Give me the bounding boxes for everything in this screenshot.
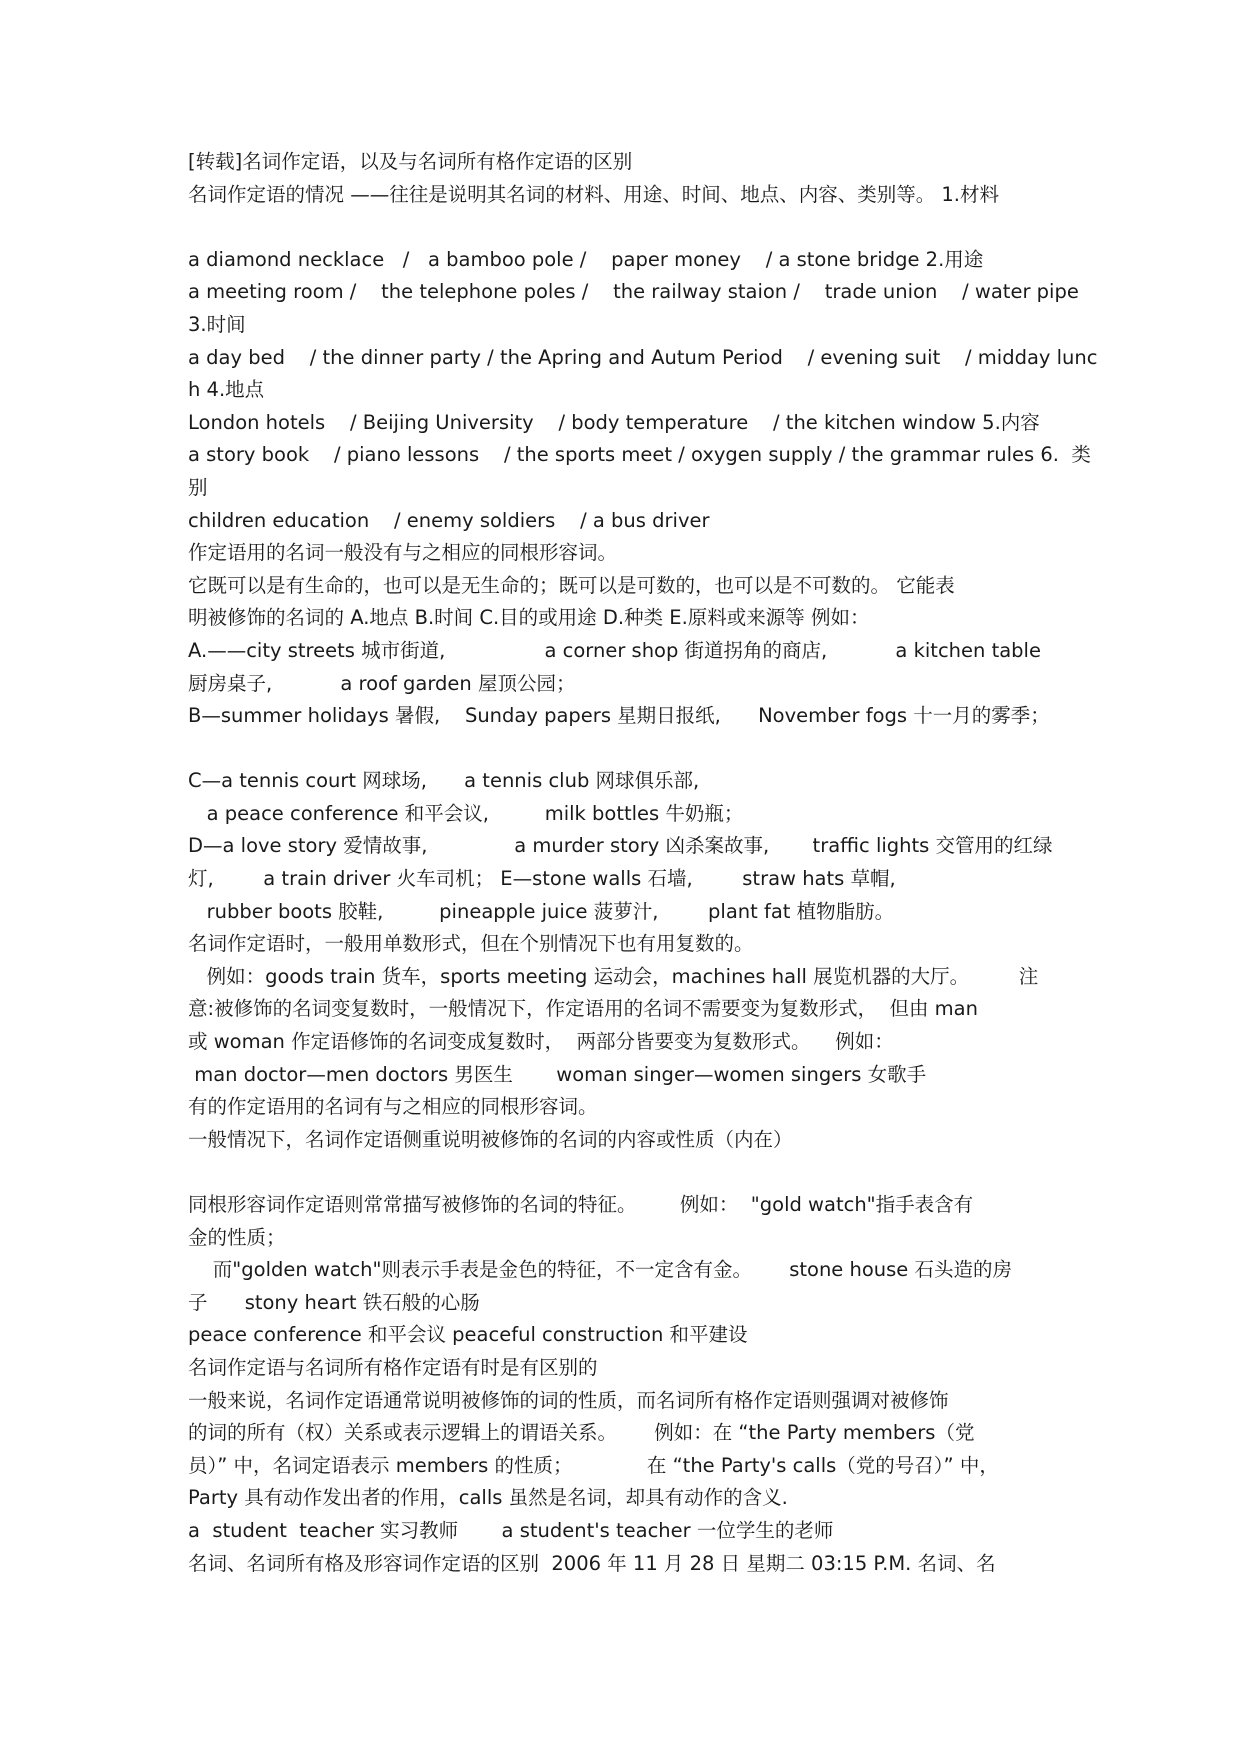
doc-line: Party 具有动作发出者的作用，calls 虽然是名词，却具有动作的含义. [188,1486,788,1510]
doc-line: 名词作定语的情况 ——往往是说明其名词的材料、用途、时间、地点、内容、类别等。 1.材料 [188,182,1000,206]
doc-line: 别 [188,475,208,499]
doc-line: rubber boots 胶鞋, pineapple juice 菠萝汁, plant fat 植物脂肪。 [188,899,895,923]
doc-line: B—summer holidays 暑假, Sunday papers 星期日报纸, November fogs 十一月的雾季； [188,704,1050,728]
doc-line: 名词、名词所有格及形容词作定语的区别 2006 年 11 月 28 日 星期二 03:15 P.M. 名词、名 [188,1551,996,1575]
doc-line: 员）” 中，名词定语表示 members 的性质； 在 “the Party's calls（党的号召）” 中， [188,1453,999,1477]
doc-line: a student teacher 实习教师 a student's teacher 一位学生的老师 [188,1518,834,1542]
doc-line: 例如：goods train 货车，sports meeting 运动会，machines hall 展览机器的大厅。 注 [188,964,1039,988]
doc-line: 它既可以是有生命的，也可以是无生命的；既可以是可数的，也可以是不可数的。 它能表 [188,573,955,597]
doc-line: London hotels / Beijing University / body temperature / the kitchen window 5.内容 [188,410,1040,434]
doc-line: h 4.地点 [188,378,265,402]
blank-line [188,1156,1068,1189]
doc-line: a meeting room / the telephone poles / the railway staion / trade union / water pipe [188,280,1079,304]
doc-line: man doctor—men doctors 男医生 woman singer—women singers 女歌手 [188,1062,927,1086]
doc-line: [转载]名词作定语，以及与名词所有格作定语的区别 [188,150,633,173]
doc-line: 有的作定语用的名词有与之相应的同根形容词。 [188,1095,598,1119]
doc-line: a story book / piano lessons / the sports meet / oxygen supply / the grammar rules 6. 类 [188,443,1091,467]
doc-line: children education / enemy soldiers / a bus driver [188,508,710,532]
doc-line: 意:被修饰的名词变复数时，一般情况下，作定语用的名词不需要变为复数形式， 但由 man [188,997,978,1021]
document-body [188,146,1098,1580]
doc-line: a day bed / the dinner party / the Apring and Autum Period / evening suit / midday lunc [188,345,1098,369]
doc-line: 的词的所有（权）关系或表示逻辑上的谓语关系。 例如：在 “the Party members（党 [188,1421,975,1445]
doc-line: a peace conference 和平会议, milk bottles 牛奶瓶； [188,801,744,825]
doc-line: 厨房桌子, a roof garden 屋顶公园； [188,671,576,695]
doc-line: 或 woman 作定语修饰的名词变成复数时， 两部分皆要变为复数形式。 例如： [188,1030,894,1054]
doc-line: 名词作定语与名词所有格作定语有时是有区别的 [188,1355,598,1379]
doc-line: 而"golden watch"则表示手表是金色的特征，不一定含有金。 stone house 石头造的房 [188,1258,1012,1282]
doc-line: 名词作定语时，一般用单数形式，但在个别情况下也有用复数的。 [188,932,754,956]
doc-line: 灯, a train driver 火车司机； E—stone walls 石墙, straw hats 草帽, [188,867,896,891]
doc-line: 一般来说，名词作定语通常说明被修饰的词的性质，而名词所有格作定语则强调对被修饰 [188,1388,949,1412]
doc-line: a diamond necklace / a bamboo pole / paper money / a stone bridge 2.用途 [188,247,984,271]
doc-line: D—a love story 爱情故事, a murder story 凶杀案故事, traffic lights 交管用的红绿 [188,834,1053,858]
doc-line: 作定语用的名词一般没有与之相应的同根形容词。 [188,541,618,565]
doc-line: peace conference 和平会议 peaceful construction 和平建设 [188,1323,748,1347]
doc-line: 3.时间 [188,312,246,336]
doc-line: A.——city streets 城市街道, a corner shop 街道拐角的商店, a kitchen table [188,638,1041,662]
doc-line: 金的性质； [188,1225,286,1249]
doc-line: 一般情况下，名词作定语侧重说明被修饰的名词的内容或性质（内在） [188,1127,793,1151]
blank-line [188,733,1068,766]
doc-line: C—a tennis court 网球场, a tennis club 网球俱乐部, [188,769,700,793]
doc-line: 同根形容词作定语则常常描写被修饰的名词的特征。 例如： "gold watch"指手表含有 [188,1193,974,1216]
doc-line: 子 stony heart 铁石般的心肠 [188,1290,480,1314]
doc-line: 明被修饰的名词的 A.地点 B.时间 C.目的或用途 D.种类 E.原料或来源等 例如： [188,606,870,630]
blank-line [188,211,1068,244]
